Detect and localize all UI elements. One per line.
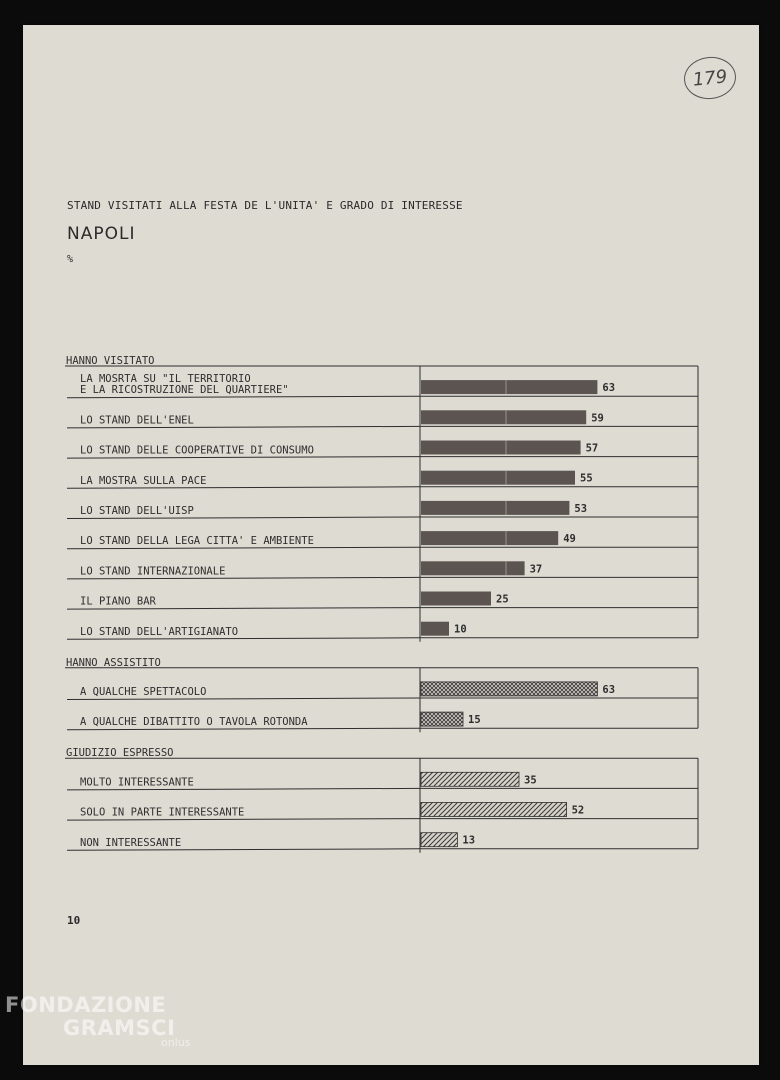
chart-title: STAND VISITATI ALLA FESTA DE L'UNITA' E GRADO DI INTERESSE xyxy=(67,199,463,212)
value-label: 10 xyxy=(454,623,467,636)
category-label: LO STAND DELL'UISP xyxy=(80,505,194,517)
group-header-0: HANNO VISITATO xyxy=(66,355,155,367)
value-label: 52 xyxy=(571,804,585,817)
value-label: 57 xyxy=(585,442,599,455)
value-label: 63 xyxy=(602,382,616,395)
category-label: LA MOSTRA SULLA PACE xyxy=(80,474,207,487)
page-number: 10 xyxy=(67,914,81,927)
row-rule-left xyxy=(67,577,420,579)
value-label: 13 xyxy=(462,834,476,847)
row-rule-left xyxy=(67,638,420,640)
row-rule-left xyxy=(67,608,420,610)
bar xyxy=(421,622,449,636)
value-label: 25 xyxy=(496,593,509,606)
bar xyxy=(421,441,581,455)
category-label: A QUALCHE SPETTACOLO xyxy=(80,686,207,698)
bar xyxy=(421,803,567,817)
bar xyxy=(421,772,519,786)
bar xyxy=(421,501,569,515)
category-label: LO STAND DELL'ARTIGIANATO xyxy=(80,625,239,638)
value-label: 49 xyxy=(563,533,576,546)
category-label: NON INTERESSANTE xyxy=(80,836,182,849)
category-label: SOLO IN PARTE INTERESSANTE xyxy=(80,806,245,819)
category-label: LO STAND DELL'ENEL xyxy=(80,414,194,427)
value-label: 15 xyxy=(468,714,481,727)
bar xyxy=(421,531,558,545)
value-label: 59 xyxy=(591,412,604,425)
row-rule-left xyxy=(67,728,420,730)
group-header-1: HANNO ASSISTITO xyxy=(66,656,161,669)
bar xyxy=(421,471,575,485)
value-label: 37 xyxy=(529,563,543,576)
category-label: E LA RICOSTRUZIONE DEL QUARTIERE" xyxy=(80,384,289,397)
bar xyxy=(421,682,597,696)
row-rule-left xyxy=(67,788,420,790)
watermark-line2: GRAMSCI xyxy=(63,1016,176,1040)
bar xyxy=(421,592,491,606)
group-header-2: GIUDIZIO ESPRESSO xyxy=(66,747,174,760)
row-rule-left xyxy=(67,698,420,700)
category-label: IL PIANO BAR xyxy=(80,595,156,608)
value-label: 53 xyxy=(574,502,588,515)
bar xyxy=(421,561,525,575)
bar xyxy=(421,410,586,424)
watermark-logo xyxy=(5,995,190,1048)
value-label: 35 xyxy=(524,774,537,787)
category-label: LO STAND DELLE COOPERATIVE DI CONSUMO xyxy=(80,444,314,457)
unit-label: % xyxy=(67,254,74,265)
value-label: 55 xyxy=(580,472,593,485)
row-rule-left xyxy=(67,457,420,459)
watermark-line1: FONDAZIONE xyxy=(5,993,167,1017)
category-label: LO STAND INTERNAZIONALE xyxy=(80,565,226,578)
row-rule-left xyxy=(67,396,420,398)
bar xyxy=(421,712,463,726)
category-label: LO STAND DELLA LEGA CITTA' E AMBIENTE xyxy=(80,535,314,548)
row-rule-left xyxy=(67,849,420,851)
row-rule-left xyxy=(67,426,420,428)
archive-stamp-text: 179 xyxy=(691,65,729,91)
category-label: LA MOSRTA SU "IL TERRITORIO xyxy=(80,373,251,386)
value-label: 63 xyxy=(602,683,616,696)
bar xyxy=(421,380,597,394)
bar xyxy=(421,833,457,847)
row-rule-left xyxy=(67,517,420,519)
chart-subtitle-city: NAPOLI xyxy=(67,224,136,244)
category-label: A QUALCHE DIBATTITO O TAVOLA ROTONDA xyxy=(80,716,308,729)
row-rule-left xyxy=(67,487,420,489)
watermark-line3: onlus xyxy=(161,1036,191,1049)
row-rule-left xyxy=(67,547,420,549)
row-rule-left xyxy=(67,819,420,821)
category-label: MOLTO INTERESSANTE xyxy=(80,776,194,789)
